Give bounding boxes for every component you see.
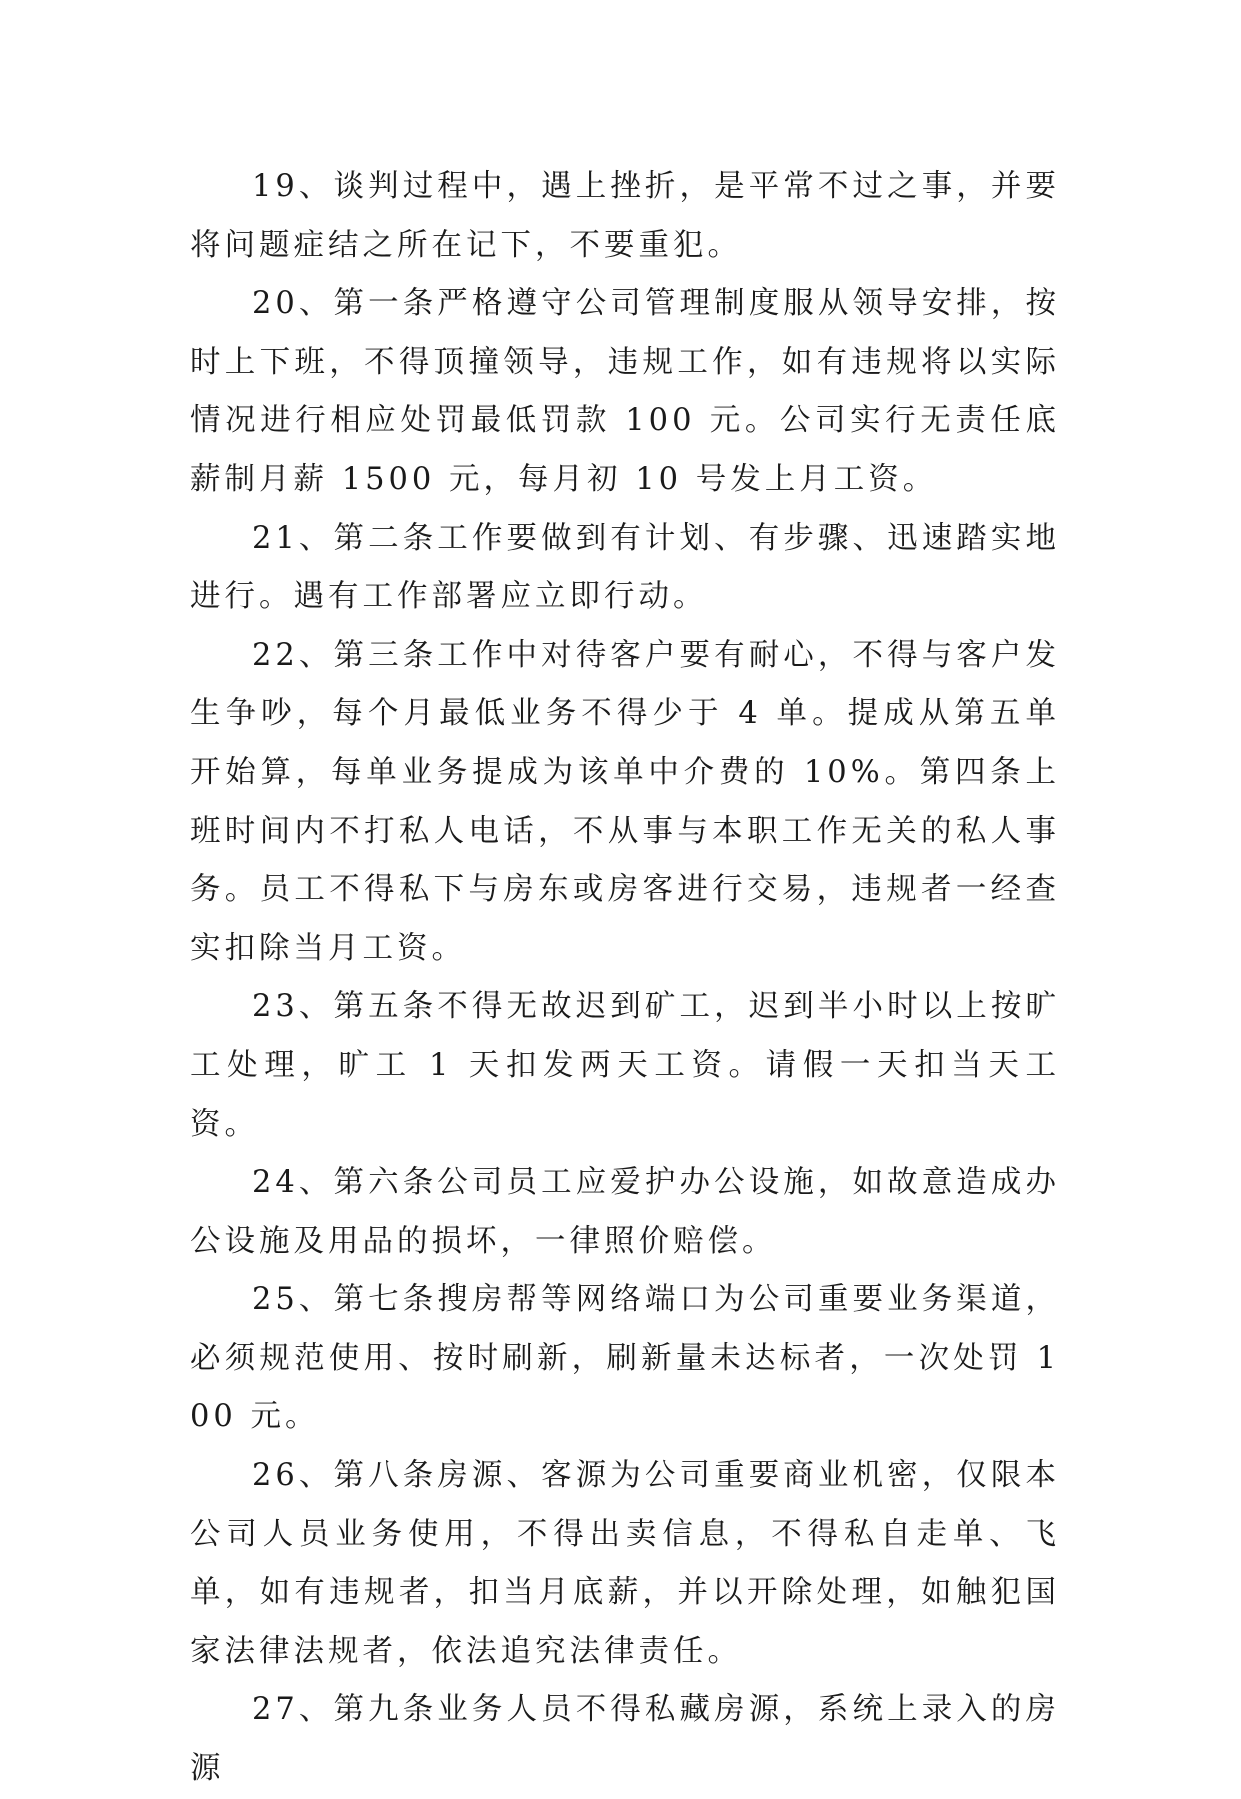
paragraph-22: 22、第三条工作中对待客户要有耐心，不得与客户发生争吵，每个月最低业务不得少于 4 单。提成从第五单开始算，每单业务提成为该单中介费的 10%。第四条上班时间内不打私人电话，不从事与本职工作无关的私人事务。员工不得私下与房东或房客进行交易，违规者一经查实扣除当月工资。 <box>190 637 1060 966</box>
paragraph-19: 19、谈判过程中，遇上挫折，是平常不过之事，并要将问题症结之所在记下，不要重犯。 <box>190 169 1060 263</box>
paragraph-26: 26、第八条房源、客源为公司重要商业机密，仅限本公司人员业务使用，不得出卖信息，不得私自走单、飞单，如有违规者，扣当月底薪，并以开除处理，如触犯国家法律法规者，依法追究法律责任。 <box>190 1458 1060 1669</box>
paragraph-23: 23、第五条不得无故迟到矿工，迟到半小时以上按旷工处理，旷工 1 天扣发两天工资。请假一天扣当天工资。 <box>190 989 1060 1142</box>
paragraph-21: 21、第二条工作要做到有计划、有步骤、迅速踏实地进行。遇有工作部署应立即行动。 <box>190 520 1060 615</box>
paragraph-25: 25、第七条搜房帮等网络端口为公司重要业务渠道，必须规范使用、按时刷新，刷新量未达标者，一次处罚 100 元。 <box>190 1282 1060 1435</box>
document-body <box>190 158 1060 1799</box>
paragraph-20: 20、第一条严格遵守公司管理制度服从领导安排，按时上下班，不得顶撞领导，违规工作，如有违规将以实际情况进行相应处罚最低罚款 100 元。公司实行无责任底薪制月薪 1500 元，每月初 10 号发上月工资。 <box>190 286 1060 497</box>
paragraph-27: 27、第九条业务人员不得私藏房源，系统上录入的房源 <box>190 1692 1060 1787</box>
paragraph-24: 24、第六条公司员工应爱护办公设施，如故意造成办公设施及用品的损坏，一律照价赔偿。 <box>190 1165 1060 1259</box>
